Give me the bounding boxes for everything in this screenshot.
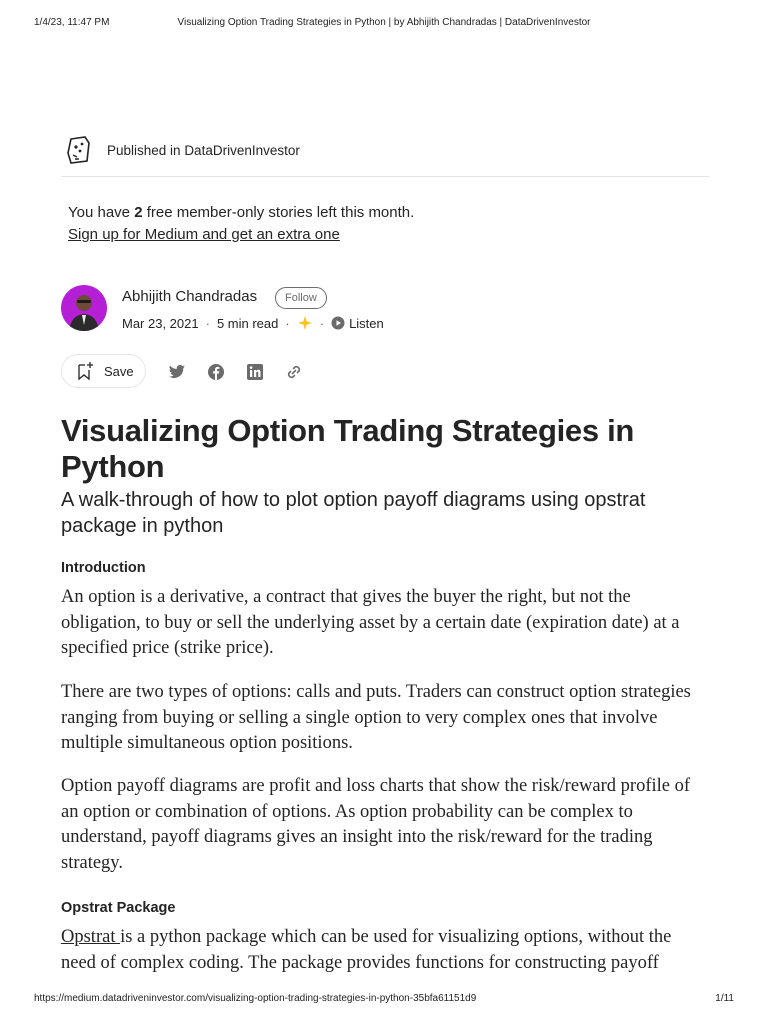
print-header (34, 17, 734, 31)
link-icon[interactable] (285, 363, 303, 381)
print-url: https://medium.datadriveninvestor.com/visualizing-option-trading-strategies-in-python-35bfa61151d9 (34, 993, 477, 1004)
article-subtitle: A walk-through of how to plot option payoff diagrams using opstrat package in python (61, 489, 646, 537)
print-footer (34, 993, 734, 1007)
listen-button[interactable] (331, 316, 384, 331)
signup-link[interactable]: Sign up for Medium and get an extra one (68, 226, 340, 243)
publication-row (61, 135, 709, 167)
datadriveninvestor-logo-icon[interactable] (65, 135, 93, 165)
member-notice-text (68, 202, 414, 224)
divider (61, 176, 709, 177)
print-datetime: 1/4/23, 11:47 PM (34, 17, 110, 28)
publication-prefix: Published in (107, 143, 185, 158)
paragraph: Option payoff diagrams are profit and loss charts that show the risk/reward profile of an option or combination of options. As option probability can be complex to understand, payoff diagrams gives an insight into the risk/reward for the trading strategy. (61, 776, 690, 873)
twitter-icon[interactable] (168, 363, 186, 381)
read-time: 5 min read (216, 315, 279, 331)
print-page-number: 1/11 (715, 993, 734, 1004)
facebook-icon[interactable] (207, 363, 225, 381)
author-name[interactable]: Abhijith Chandradas (122, 288, 258, 305)
paragraph-text: is a python package which can be used for visualizing options, without the need of complex coding. The package provides functions for constructing payoff (61, 927, 672, 973)
member-notice-after: free member-only stories left this month. (142, 204, 415, 221)
member-notice-before: You have (68, 204, 135, 221)
meta-separator: · (205, 315, 210, 331)
paragraph: There are two types of options: calls and puts. Traders can construct option strategies ranging from buying or selling a single option to very complex ones that involve multiple simultaneous option positions. (61, 682, 691, 753)
publication-text (107, 143, 300, 158)
bookmark-add-icon (76, 361, 94, 381)
member-star-icon (297, 315, 313, 331)
paragraph (61, 925, 709, 976)
publish-date: Mar 23, 2021 (122, 315, 199, 331)
meta-separator: · (319, 315, 325, 331)
action-row (61, 354, 709, 390)
section-heading-introduction: Introduction (61, 560, 146, 576)
linkedin-icon[interactable] (246, 363, 264, 381)
publication-name-link[interactable]: DataDrivenInvestor (184, 143, 300, 158)
article-meta (122, 315, 384, 331)
print-doc-title: Visualizing Option Trading Strategies in Python | by Abhijith Chandradas | DataDrivenInvestor (177, 17, 591, 28)
opstrat-link[interactable]: Opstrat (61, 927, 121, 947)
meta-separator: · (285, 315, 290, 331)
play-icon (331, 316, 345, 330)
stories-left-count: 2 (134, 204, 143, 221)
author-row (61, 285, 709, 335)
avatar[interactable] (61, 285, 107, 331)
follow-button[interactable]: Follow (275, 287, 327, 309)
avatar-person-icon (61, 285, 107, 331)
member-notice (68, 202, 414, 246)
save-label: Save (104, 363, 134, 379)
save-button[interactable] (61, 354, 146, 388)
listen-label: Listen (349, 315, 384, 331)
section-heading-opstrat: Opstrat Package (61, 900, 176, 916)
paragraph: An option is a derivative, a contract that gives the buyer the right, but not the obligation, to buy or sell the underlying asset by a certain date (expiration date) at a specified price (strike price). (61, 587, 680, 658)
article-title: Visualizing Option Trading Strategies in Python (61, 413, 635, 484)
